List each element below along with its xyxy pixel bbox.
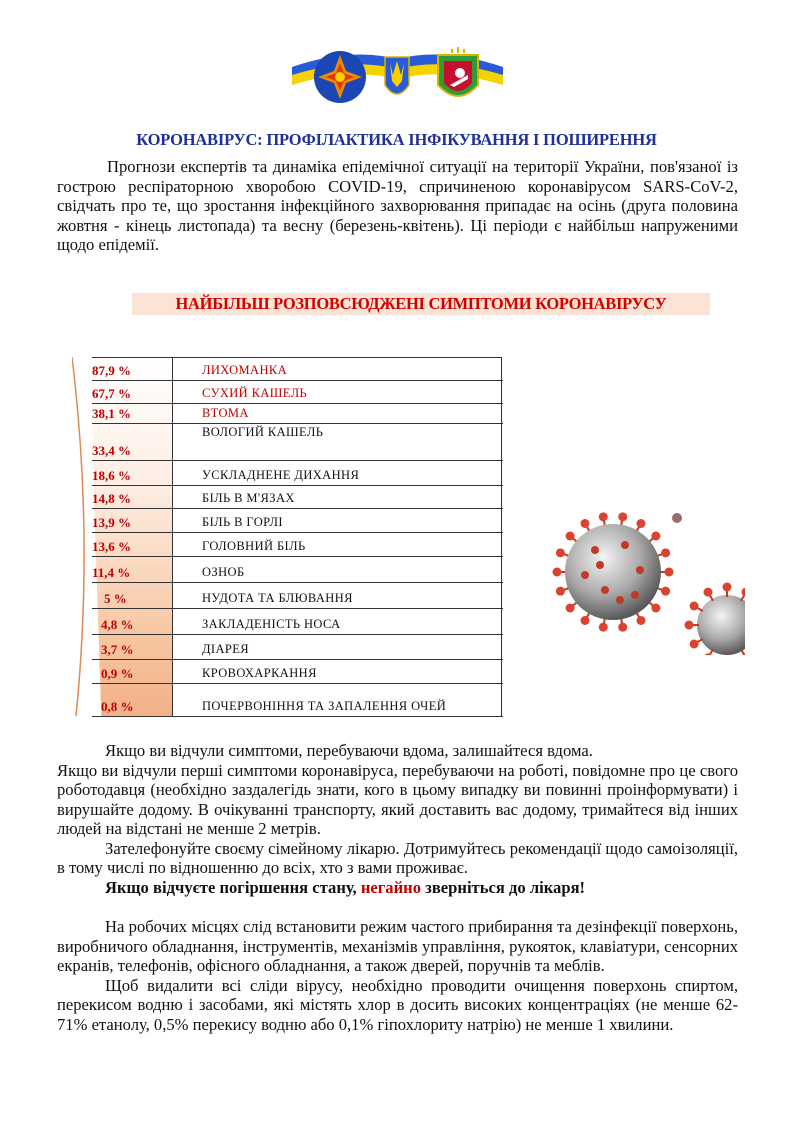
workplace-paragraph-2: Щоб видалити всі сліди вірусу, необхідно проводити очищення поверхонь спиртом, перекисом водню і засобами, які містять хлор в досить високих концентраціях (не менше 62-71% етанолу, 0,5% перекису водню або 0,1% гіпохлориту натрію) не менше 1 хвилини.: [57, 975, 738, 1034]
symptom-name: БІЛЬ В ГОРЛІ: [202, 515, 283, 529]
table-row: [92, 423, 503, 461]
virus-spike-tip: [723, 583, 732, 592]
virus-spike-tip: [665, 568, 674, 577]
virus-spike-tip: [566, 603, 575, 612]
table-row: [92, 608, 503, 635]
symptom-name: БІЛЬ В М'ЯЗАХ: [202, 491, 295, 505]
table-row: [92, 556, 503, 583]
symptom-name: СУХИЙ КАШЕЛЬ: [202, 386, 308, 400]
emergency-service-emblem-icon: [314, 51, 366, 103]
virus-spike-tip: [566, 532, 575, 541]
virus-spike-tip: [599, 512, 608, 521]
symptom-percent: 11,4 %: [92, 565, 131, 580]
virus-spike-tip: [618, 623, 627, 632]
header-emblems: [290, 45, 505, 110]
virus-spike-tip: [651, 532, 660, 541]
symptom-percent: 67,7 %: [92, 386, 131, 401]
symptom-percent: 13,6 %: [92, 539, 131, 554]
virus-spike-tip: [556, 587, 565, 596]
advice-paragraph-1: Якщо ви відчули симптоми, перебуваючи вдома, залишайтеся вдома.: [105, 741, 593, 760]
advice-paragraph-2: Якщо ви відчули перші симптоми коронавіруса, перебуваючи на роботі, повідомне про це свого роботодавця (необхідно заздалегідь знати, кого в цьому випадку ви повинні проінформувати) і вирушайте додому. В очікуванні транспорту, який доставить вас додому, тримайтеся від інших людей на відстані не менше 2 метрів.: [57, 760, 738, 838]
urgent-word: негайно: [360, 877, 422, 897]
symptom-percent: 38,1 %: [92, 406, 131, 421]
table-row: [92, 485, 503, 509]
symptom-name: НУДОТА ТА БЛЮВАННЯ: [202, 591, 353, 605]
symptom-name: ЗАКЛАДЕНІСТЬ НОСА: [202, 617, 341, 631]
symptom-percent: 5 %: [104, 591, 127, 606]
table-row: [92, 357, 503, 381]
table-row: [92, 659, 503, 684]
virus-spike-tip: [651, 603, 660, 612]
table-row: [92, 460, 503, 486]
symptom-name: ВОЛОГИЙ КАШЕЛЬ: [202, 425, 324, 439]
workplace-section: [57, 917, 738, 1034]
page-title: КОРОНАВІРУС: ПРОФІЛАКТИКА ІНФІКУВАННЯ І ПОШИРЕННЯ: [136, 130, 657, 149]
virus-spike-tip: [618, 512, 627, 521]
virus-spike-tip: [581, 519, 590, 528]
workplace-paragraph-1: На робочих місцях слід встановити режим частого прибирання та дезінфекції поверхонь, виробничого обладнання, інструментів, механізмів управління, рукояток, клавіатури, сенсорних екранів, телефонів, офісного обладнання, а також дверей, поручнів та меблів.: [57, 917, 738, 975]
table-row: [92, 582, 503, 609]
advice-section: [57, 741, 738, 897]
symptom-percent: 87,9 %: [92, 363, 131, 378]
virus-spike-tip: [581, 616, 590, 625]
symptom-name: ГОЛОВНИЙ БІЛЬ: [202, 539, 306, 553]
virus-spike-tip: [704, 588, 713, 597]
virus-surface-dot: [581, 571, 589, 579]
virus-surface-dot: [631, 591, 639, 599]
symptom-name: ОЗНОБ: [202, 565, 245, 579]
symptoms-title: НАЙБІЛЬШ РОЗПОВСЮДЖЕНІ СИМПТОМИ КОРОНАВІРУСУ: [132, 293, 710, 315]
advice-paragraph-3: Зателефонуйте своєму сімейному лікарю. Дотримуйтесь рекомендації щодо самоізоляції, в тому числі по відношенню до всіх, хто з вами проживає.: [57, 838, 738, 877]
virus-spike-tip: [661, 587, 670, 596]
table-row: [92, 380, 503, 404]
symptom-name: КРОВОХАРКАННЯ: [202, 666, 317, 680]
virus-spike-tip: [599, 623, 608, 632]
virus-surface-dot: [621, 541, 629, 549]
symptom-percent: 4,8 %: [101, 617, 134, 632]
symptom-name: УСКЛАДНЕНЕ ДИХАННЯ: [202, 468, 360, 482]
table-row: [92, 508, 503, 533]
virus-spike-tip: [690, 602, 699, 611]
symptom-name: ВТОМА: [202, 406, 249, 420]
virus-spike-tip: [637, 519, 646, 528]
kyiv-region-emblem-icon: [438, 47, 478, 96]
virus-spike-tip: [556, 548, 565, 557]
virus-spike-tip: [553, 568, 562, 577]
symptom-percent: 13,9 %: [92, 515, 131, 530]
symptom-name: ПОЧЕРВОНІННЯ ТА ЗАПАЛЕННЯ ОЧЕЙ: [202, 699, 447, 713]
virus-spike-tip: [685, 621, 694, 630]
virus-surface-dot: [616, 596, 624, 604]
virus-surface-dot: [601, 586, 609, 594]
intro-paragraph: [57, 157, 738, 255]
symptom-percent: 0,8 %: [101, 699, 134, 714]
virus-spike-tip: [690, 640, 699, 649]
virus-spike-tip: [661, 548, 670, 557]
table-row: [92, 683, 503, 717]
coronavirus-image-icon: [545, 500, 745, 655]
symptom-percent: 33,4 %: [92, 443, 131, 458]
virus-surface-dot: [596, 561, 604, 569]
virus-spike-tip: [637, 616, 646, 625]
symptom-percent: 3,7 %: [101, 642, 134, 657]
advice-warning: Якщо відчуєте погіршення стану, негайно зверніться до лікаря!: [105, 877, 586, 897]
virus-surface-dot: [591, 546, 599, 554]
intro-text: Прогнози експертів та динаміка епідемічної ситуації на території України, пов'язаної із гострою респіраторною хворобою COVID-19, спричиненою коронавірусом SARS-CoV-2, свідчать про те, що зростання інфекційного захворювання припадає на осінь (друга половина жовтня - кінець листопада) та весну (березень-квітень). Ці періоди є найбільш напруженими щодо епідемії.: [57, 157, 738, 254]
table-row: [92, 634, 503, 660]
symptom-percent: 0,9 %: [101, 666, 134, 681]
symptom-percent: 14,8 %: [92, 491, 131, 506]
ukraine-trident-emblem-icon: [385, 57, 409, 94]
symptom-name: ДІАРЕЯ: [202, 642, 250, 656]
symptom-percent: 18,6 %: [92, 468, 131, 483]
virus-surface-dot: [636, 566, 644, 574]
table-row: [92, 403, 503, 424]
symptom-name: ЛИХОМАНКА: [202, 363, 288, 377]
table-row: [92, 532, 503, 557]
